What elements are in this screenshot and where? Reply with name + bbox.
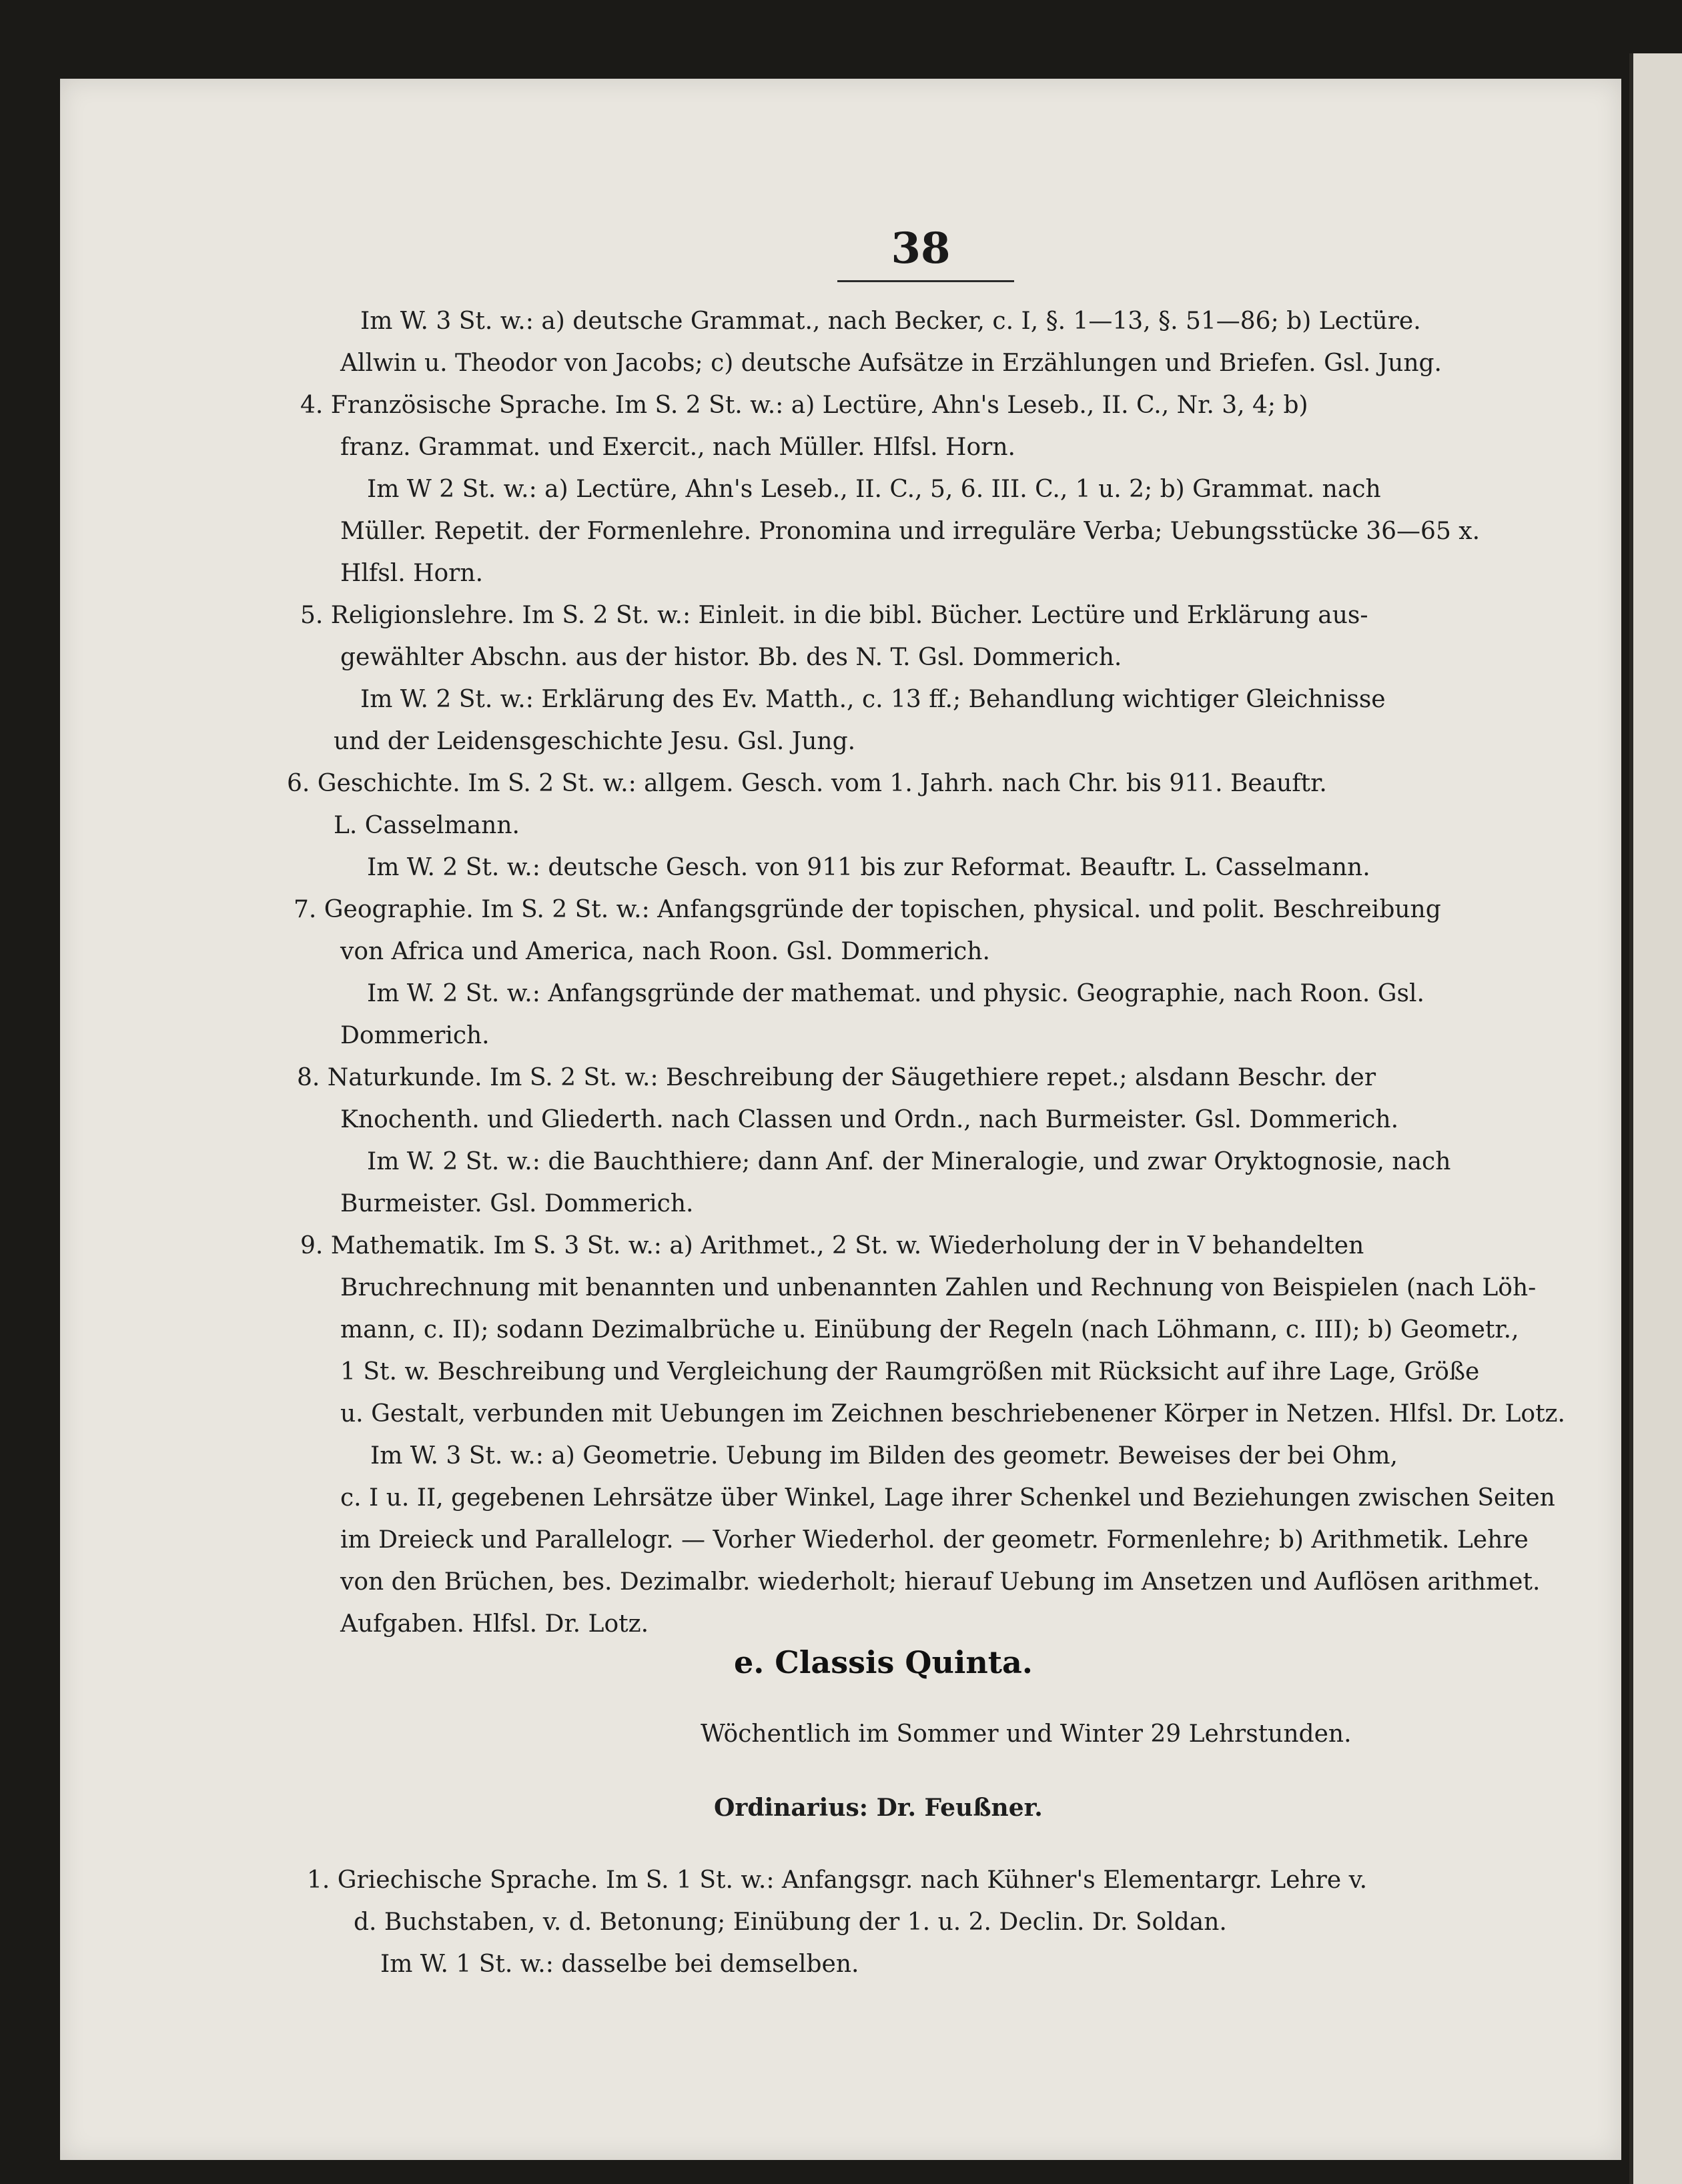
text-line: 9. Mathematik. Im S. 3 St. w.: a) Arithmet., 2 St. w. Wiederholung der in V behandelten	[300, 1232, 1364, 1259]
next-page-edge	[1629, 53, 1682, 2184]
text-line: Burmeister. Gsl. Dommerich.	[340, 1190, 694, 1217]
text-line: Dommerich.	[340, 1022, 490, 1049]
text-line: c. I u. II, gegebenen Lehrsätze über Winkel, Lage ihrer Schenkel und Beziehungen zwischen Seiten	[340, 1484, 1555, 1512]
text-line: Im W. 3 St. w.: a) deutsche Grammat., nach Becker, c. I, §. 1—13, §. 51—86; b) Lectüre.	[360, 308, 1421, 335]
text-line: 5. Religionslehre. Im S. 2 St. w.: Einleit. in die bibl. Bücher. Lectüre und Erklärung aus-	[300, 602, 1368, 629]
text-line: von Africa und America, nach Roon. Gsl. Dommerich.	[340, 938, 990, 965]
text-line: Im W. 2 St. w.: die Bauchthiere; dann Anf. der Mineralogie, und zwar Oryktognosie, nach	[367, 1148, 1451, 1175]
section-heading: e. Classis Quinta.	[734, 1644, 1033, 1680]
text-line: 1. Griechische Sprache. Im S. 1 St. w.: Anfangsgr. nach Kühner's Elementargr. Lehre v.	[307, 1866, 1368, 1894]
text-line: L. Casselmann.	[334, 812, 520, 839]
text-line: mann, c. II); sodann Dezimalbrüche u. Einübung der Regeln (nach Löhmann, c. III); b) Geometr.,	[340, 1316, 1519, 1343]
text-line: 1 St. w. Beschreibung und Vergleichung der Raumgrößen mit Rücksicht auf ihre Lage, Größe	[340, 1358, 1480, 1386]
page-number: 38	[891, 223, 951, 274]
page-number-rule	[837, 280, 1014, 282]
text-line: Allwin u. Theodor von Jacobs; c) deutsche Aufsätze in Erzählungen und Briefen. Gsl. Jung.	[340, 350, 1442, 377]
text-line: u. Gestalt, verbunden mit Uebungen im Zeichnen beschriebenener Körper in Netzen. Hlfsl. Dr. Lotz.	[340, 1400, 1565, 1428]
text-line: von den Brüchen, bes. Dezimalbr. wiederholt; hierauf Uebung im Ansetzen und Auflösen arithmet.	[340, 1568, 1541, 1596]
text-line: Aufgaben. Hlfsl. Dr. Lotz.	[340, 1610, 649, 1638]
text-line: Im W. 2 St. w.: Erklärung des Ev. Matth., c. 13 ff.; Behandlung wichtiger Gleichnisse	[360, 686, 1386, 713]
text-line: Hlfsl. Horn.	[340, 560, 484, 587]
text-line: Knochenth. und Gliederth. nach Classen und Ordn., nach Burmeister. Gsl. Dommerich.	[340, 1106, 1399, 1133]
text-line: 7. Geographie. Im S. 2 St. w.: Anfangsgründe der topischen, physical. und polit. Beschreibung	[294, 896, 1441, 923]
text-line: und der Leidensgeschichte Jesu. Gsl. Jung.	[334, 728, 856, 755]
text-line: Im W 2 St. w.: a) Lectüre, Ahn's Leseb., II. C., 5, 6. III. C., 1 u. 2; b) Grammat. nach	[367, 476, 1381, 503]
text-line: Müller. Repetit. der Formenlehre. Pronomina und irreguläre Verba; Uebungsstücke 36—65 x.	[340, 518, 1481, 545]
text-line: 8. Naturkunde. Im S. 2 St. w.: Beschreibung der Säugethiere repet.; alsdann Beschr. der	[297, 1064, 1376, 1091]
text-line: 6. Geschichte. Im S. 2 St. w.: allgem. Gesch. vom 1. Jahrh. nach Chr. bis 911. Beauftr.	[287, 770, 1327, 797]
text-line: gewählter Abschn. aus der histor. Bb. des N. T. Gsl. Dommerich.	[340, 644, 1122, 671]
weekly-hours: Wöchentlich im Sommer und Winter 29 Lehrstunden.	[701, 1720, 1352, 1748]
ordinarius: Ordinarius: Dr. Feußner.	[714, 1794, 1043, 1822]
text-line: Im W. 1 St. w.: dasselbe bei demselben.	[380, 1951, 859, 1978]
text-line: Im W. 3 St. w.: a) Geometrie. Uebung im Bilden des geometr. Beweises der bei Ohm,	[370, 1442, 1398, 1470]
text-line: d. Buchstaben, v. d. Betonung; Einübung der 1. u. 2. Declin. Dr. Soldan.	[354, 1908, 1227, 1936]
text-line: franz. Grammat. und Exercit., nach Müller. Hlfsl. Horn.	[340, 434, 1015, 461]
text-line: Im W. 2 St. w.: deutsche Gesch. von 911 bis zur Reformat. Beauftr. L. Casselmann.	[367, 854, 1370, 881]
text-line: Im W. 2 St. w.: Anfangsgründe der mathemat. und physic. Geographie, nach Roon. Gsl.	[367, 980, 1424, 1007]
text-line: 4. Französische Sprache. Im S. 2 St. w.: a) Lectüre, Ahn's Leseb., II. C., Nr. 3, 4; b)	[300, 392, 1308, 419]
text-line: Bruchrechnung mit benannten und unbenannten Zahlen und Rechnung von Beispielen (nach Löh-	[340, 1274, 1537, 1301]
text-line: im Dreieck und Parallelogr. — Vorher Wiederhol. der geometr. Formenlehre; b) Arithmetik. Lehre	[340, 1526, 1529, 1554]
